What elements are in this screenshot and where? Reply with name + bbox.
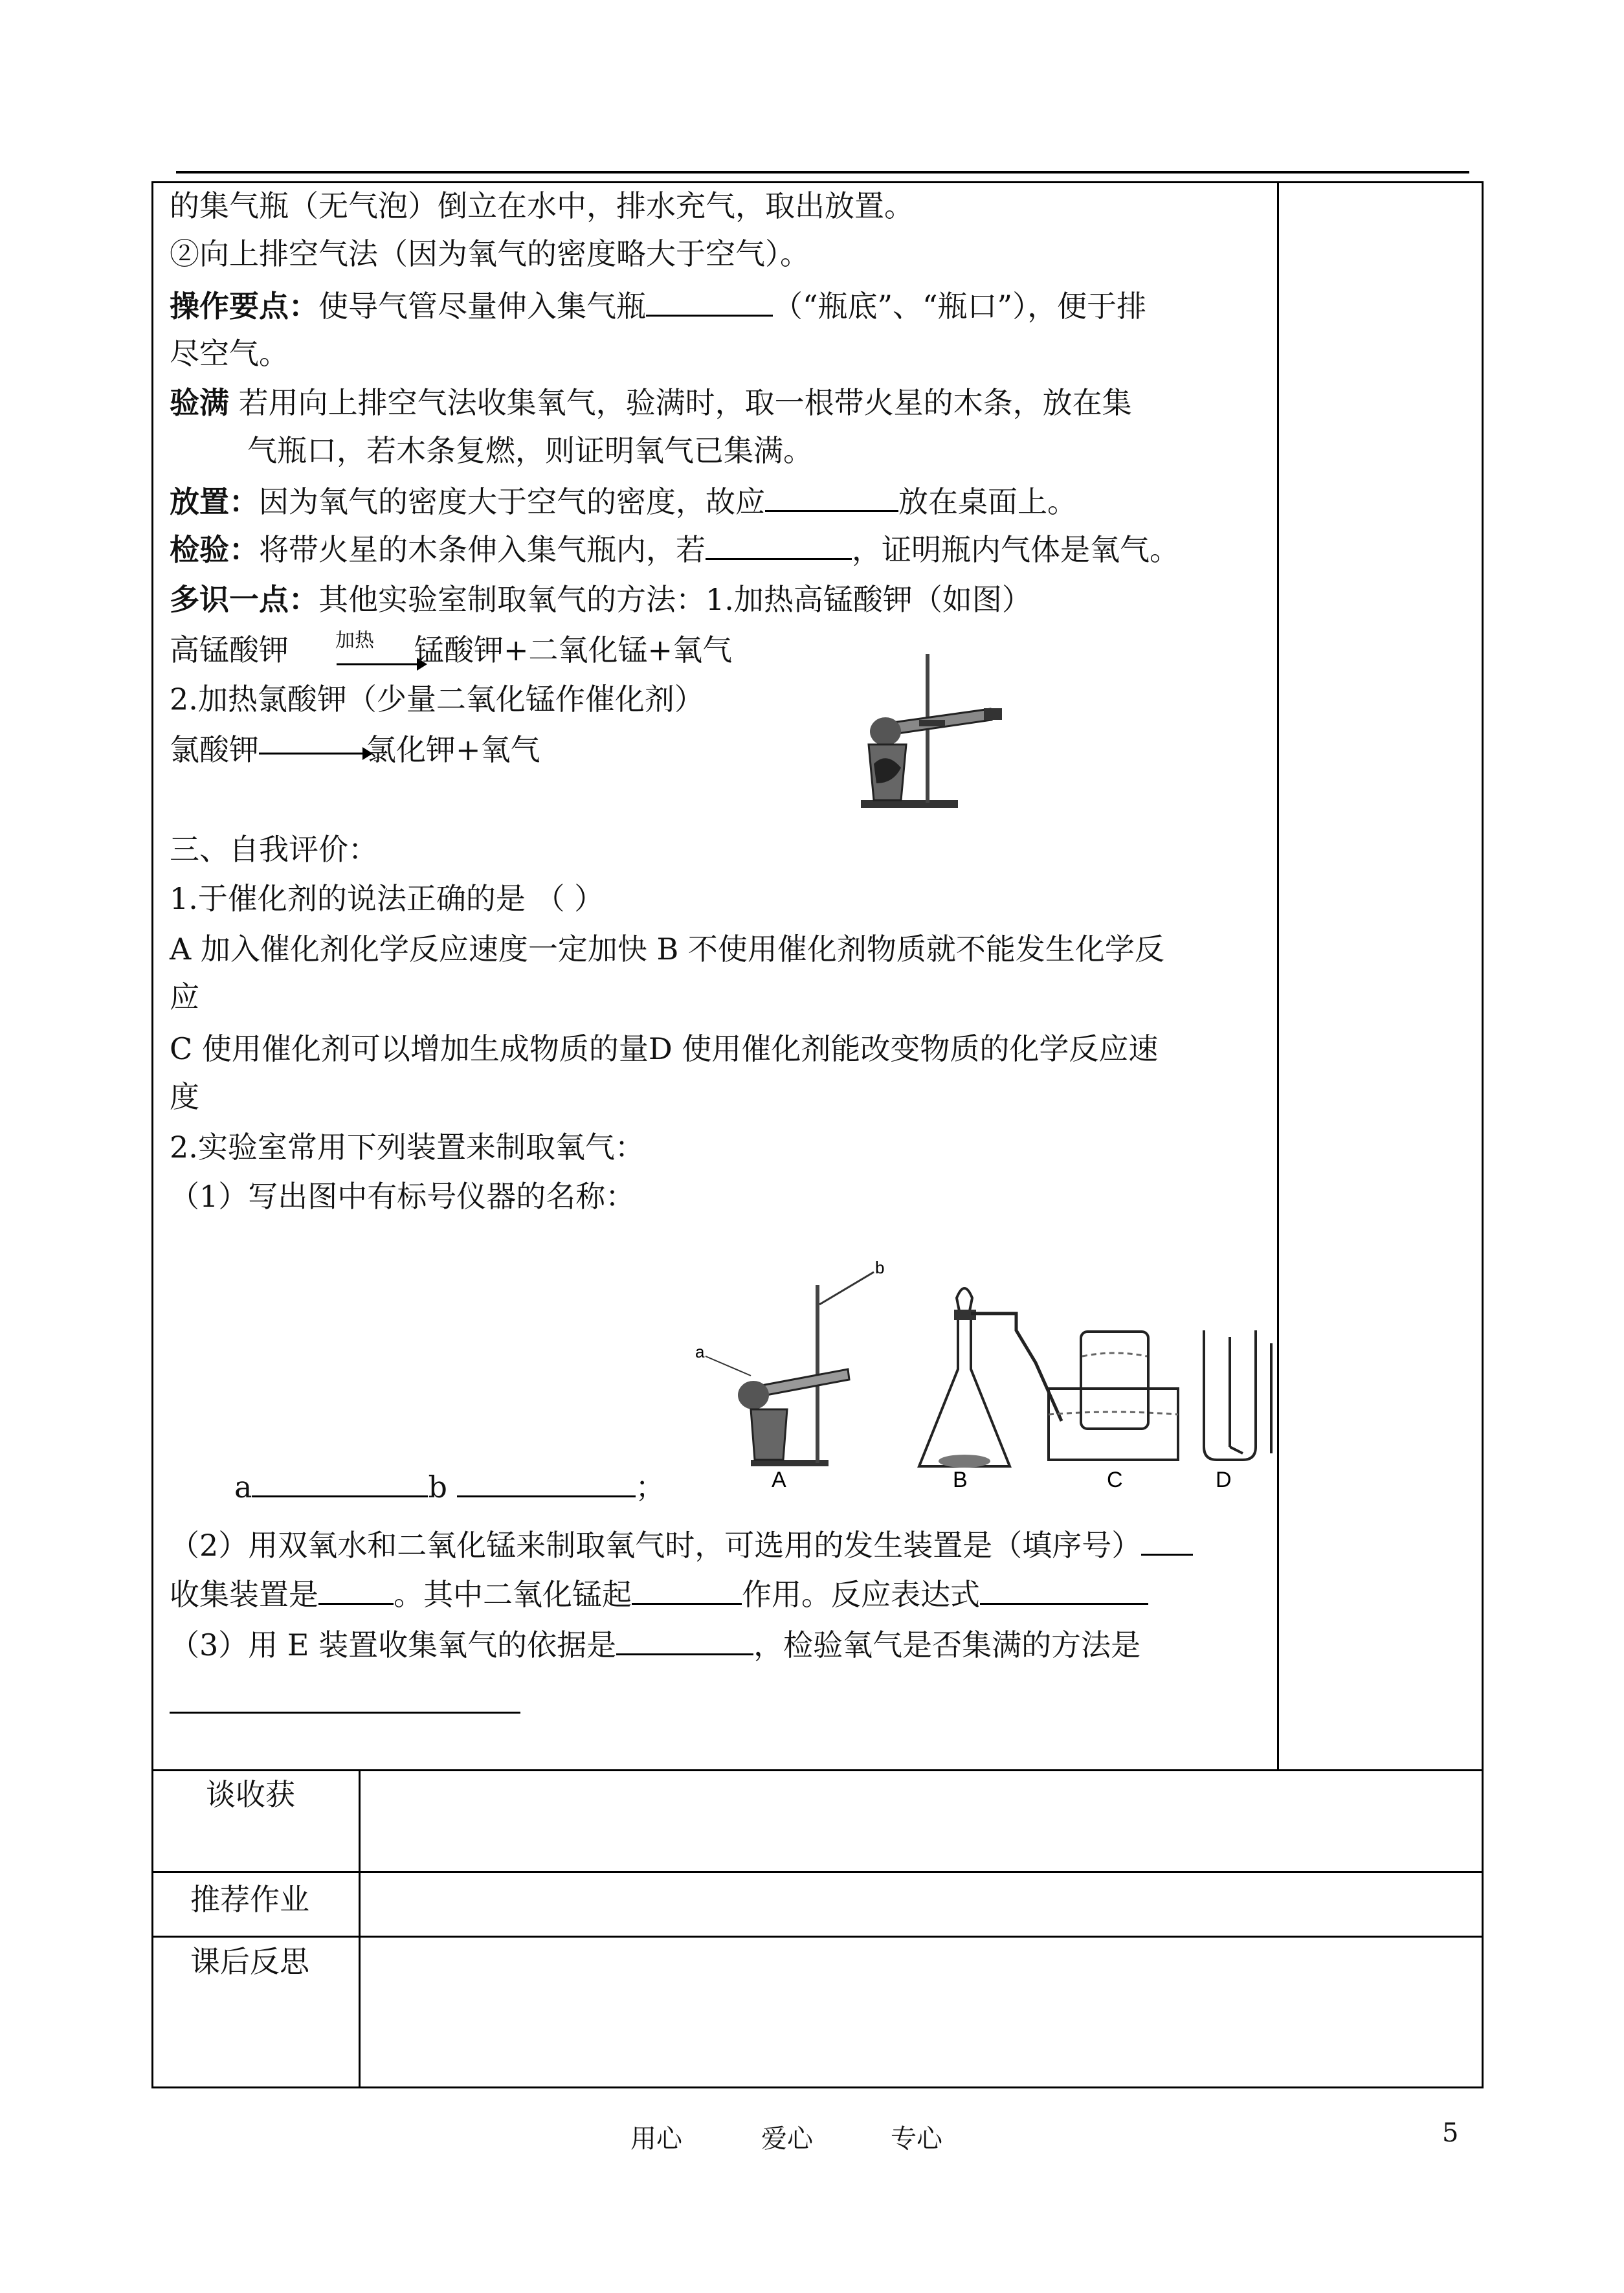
answer-line[interactable] bbox=[170, 1712, 520, 1714]
label-D: D bbox=[1216, 1468, 1232, 1492]
text-span: 放在桌面上。 bbox=[898, 484, 1077, 519]
operation-points bbox=[170, 286, 1146, 326]
footer-motto-1: 用心 bbox=[630, 2124, 682, 2154]
heating-apparatus-figure bbox=[854, 647, 1010, 816]
equation-1-right: 锰酸钾+二氧化锰+氧气 bbox=[414, 632, 733, 667]
label-B: B bbox=[953, 1468, 968, 1492]
text-span: 因为氧气的密度大于空气的密度，故应 bbox=[259, 484, 765, 519]
table-bottom-border bbox=[151, 2086, 1484, 2088]
text-span: 使导气管尽量伸入集气瓶 bbox=[318, 289, 646, 324]
question-2-part-1: （1）写出图中有标号仪器的名称： bbox=[170, 1179, 636, 1214]
footer-motto-2: 爱心 bbox=[761, 2124, 813, 2154]
text-line: 尽空气。 bbox=[170, 336, 289, 371]
table-row-border-1 bbox=[151, 1769, 1484, 1771]
text-span: 其他实验室制取氧气的方法：1.加热高锰酸钾（如图） bbox=[318, 582, 1032, 617]
text-span: ，证明瓶内气体是氧气。 bbox=[852, 532, 1179, 567]
text-line: ②向上排空气法（因为氧气的密度略大于空气）。 bbox=[170, 236, 810, 271]
table-right-border bbox=[1482, 181, 1484, 2088]
extra-knowledge-label: 多识一点： bbox=[170, 582, 318, 617]
fill-blank[interactable] bbox=[765, 482, 898, 512]
equation-2-right: 氯化钾+氧气 bbox=[366, 732, 540, 767]
text-span: 。其中二氧化锰起 bbox=[394, 1577, 632, 1612]
table-row-border-2 bbox=[151, 1871, 1484, 1873]
label-b: b bbox=[875, 1259, 885, 1277]
label-a: a bbox=[695, 1342, 705, 1361]
table-top-border bbox=[151, 181, 1484, 183]
table-label-divider bbox=[359, 1769, 361, 2088]
equation-blank[interactable] bbox=[980, 1574, 1148, 1605]
role-blank[interactable] bbox=[632, 1574, 742, 1605]
question-2-part-2-cont bbox=[170, 1574, 1148, 1614]
homework-label: 推荐作业 bbox=[190, 1882, 309, 1917]
text-span: ； bbox=[635, 1470, 665, 1504]
fill-blank[interactable] bbox=[646, 286, 773, 317]
equation-2-left: 氯酸钾 bbox=[170, 732, 259, 767]
placement-label: 放置： bbox=[170, 484, 259, 519]
question-1: 1.于催化剂的说法正确的是 （ ） bbox=[170, 881, 605, 916]
text-line: 2.加热氯酸钾（少量二氧化锰作催化剂） bbox=[170, 682, 704, 717]
text-line: 应 bbox=[170, 979, 199, 1014]
question-1-options-cd: C 使用催化剂可以增加生成物质的量D 使用催化剂能改变物质的化学反应速 bbox=[170, 1031, 1159, 1066]
instrument-b-label: b bbox=[428, 1470, 447, 1504]
generator-blank[interactable] bbox=[1141, 1525, 1193, 1556]
extra-knowledge bbox=[170, 580, 1032, 619]
arrow-icon bbox=[259, 744, 373, 763]
collector-blank[interactable] bbox=[318, 1574, 394, 1605]
instrument-a-label: a bbox=[234, 1470, 252, 1504]
instrument-a-blank[interactable] bbox=[252, 1467, 428, 1497]
label-C: C bbox=[1107, 1468, 1123, 1492]
fill-blank[interactable] bbox=[706, 530, 852, 560]
header-rule bbox=[176, 171, 1469, 173]
text-span: 作用。反应表达式 bbox=[742, 1577, 980, 1612]
question-1-options-ab: A 加入催化剂化学反应速度一定加快 B 不使用催化剂物质就不能发生化学反 bbox=[170, 932, 1164, 967]
text-span: ，检验氧气是否集满的方法是 bbox=[753, 1627, 1141, 1662]
label-A: A bbox=[772, 1468, 786, 1492]
text-span: （2）用双氧水和二氧化锰来制取氧气时，可选用的发生装置是（填序号） bbox=[170, 1528, 1142, 1563]
reflection-label: 课后反思 bbox=[190, 1944, 309, 1979]
table-left-border bbox=[151, 181, 153, 2088]
harvest-label: 谈收获 bbox=[206, 1777, 295, 1812]
text-span: （“瓶底”、“瓶口”），便于排 bbox=[773, 289, 1147, 324]
text-line: 度 bbox=[170, 1079, 199, 1114]
table-inner-divider bbox=[1277, 181, 1279, 1770]
question-2-part-3 bbox=[170, 1625, 1140, 1664]
check-full bbox=[170, 383, 1132, 422]
text-span: 收集装置是 bbox=[170, 1577, 318, 1612]
question-2: 2.实验室常用下列装置来制取氧气： bbox=[170, 1130, 645, 1165]
lab-apparatus-figure bbox=[686, 1259, 1275, 1492]
text-span: 若用向上排空气法收集氧气，验满时，取一根带火星的木条，放在集 bbox=[238, 385, 1132, 420]
operation-label: 操作要点： bbox=[170, 289, 318, 324]
text-line: 的集气瓶（无气泡）倒立在水中，排水充气，取出放置。 bbox=[170, 188, 914, 223]
page-number: 5 bbox=[1442, 2118, 1459, 2148]
inspection bbox=[170, 530, 1179, 569]
footer-motto-3: 专心 bbox=[891, 2124, 942, 2154]
section-heading: 三、自我评价： bbox=[170, 832, 378, 867]
question-2-part-2 bbox=[170, 1525, 1193, 1565]
text-line: 气瓶口，若木条复燃，则证明氧气已集满。 bbox=[247, 433, 813, 468]
text-span: 将带火星的木条伸入集气瓶内，若 bbox=[259, 532, 706, 567]
basis-blank[interactable] bbox=[616, 1625, 753, 1655]
check-full-label: 验满 bbox=[170, 385, 229, 420]
instrument-b-blank[interactable] bbox=[457, 1467, 636, 1497]
inspection-label: 检验： bbox=[170, 532, 259, 567]
equation-1-left: 高锰酸钾 bbox=[170, 632, 289, 667]
arrow-icon bbox=[337, 655, 427, 673]
placement bbox=[170, 482, 1077, 521]
table-row-border-3 bbox=[151, 1936, 1484, 1938]
equation-1-condition: 加热 bbox=[335, 629, 374, 652]
instrument-names bbox=[234, 1467, 665, 1506]
text-span: （3）用 E 装置收集氧气的依据是 bbox=[170, 1627, 617, 1662]
